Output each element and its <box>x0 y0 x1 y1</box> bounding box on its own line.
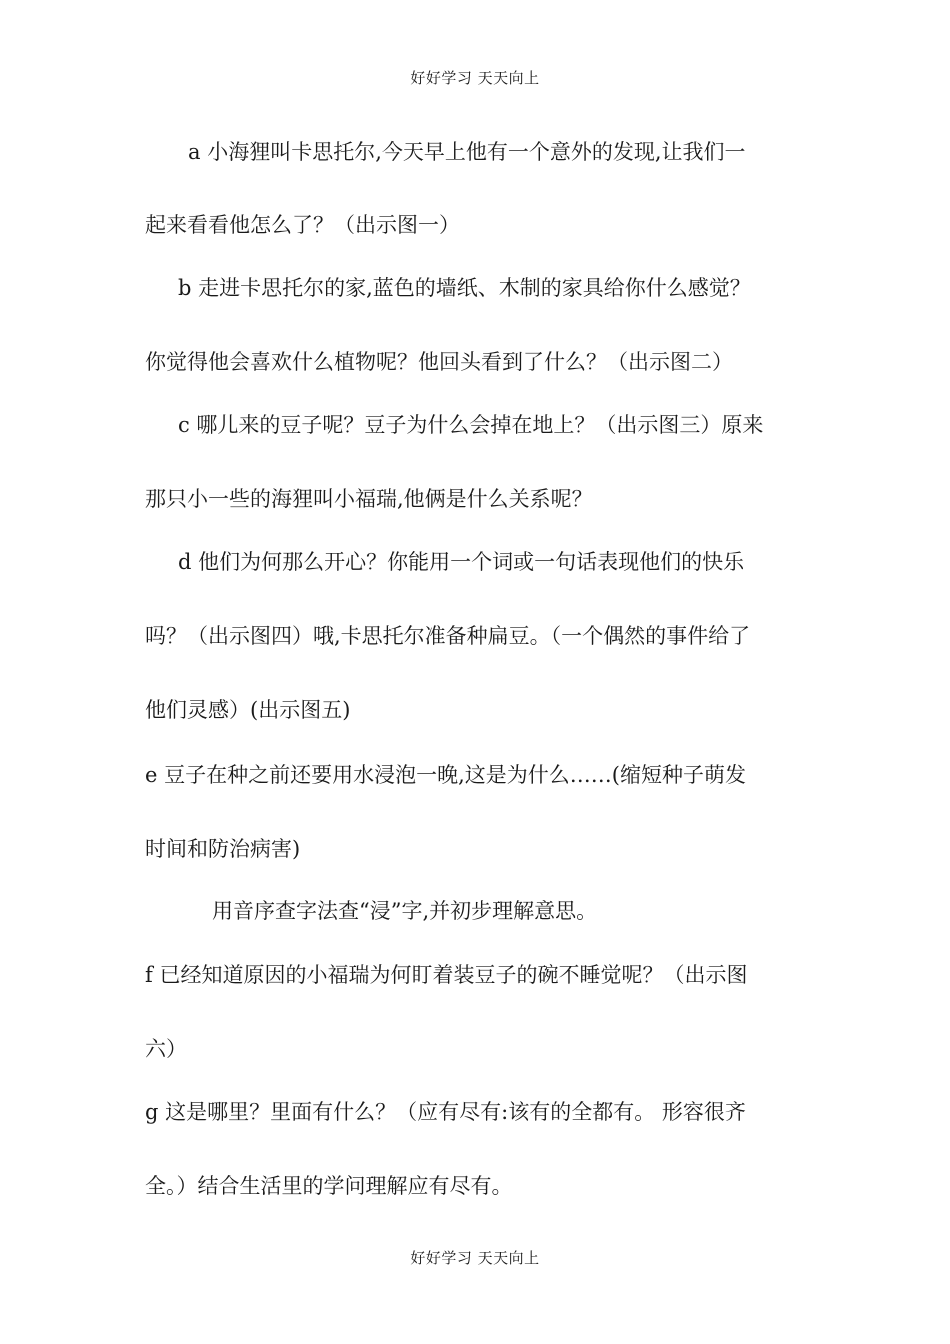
paragraph-line: e 豆子在种之前还要用水浸泡一晚,这是为什么……(缩短种子萌发 <box>145 763 746 787</box>
paragraph-line: 六） <box>145 1037 187 1061</box>
paragraph-line: 吗？（出示图四）哦,卡思托尔准备种扁豆。（一个偶然的事件给了 <box>145 624 751 648</box>
paragraph-line: 那只小一些的海狸叫小福瑞,他俩是什么关系呢？ <box>145 487 593 511</box>
paragraph-line: c 哪儿来的豆子呢？豆子为什么会掉在地上？（出示图三）原来 <box>178 413 764 437</box>
paragraph-line: a 小海狸叫卡思托尔,今天早上他有一个意外的发现,让我们一 <box>188 140 746 164</box>
paragraph-line: 你觉得他会喜欢什么植物呢？他回头看到了什么？（出示图二） <box>145 350 733 374</box>
paragraph-line: d 他们为何那么开心？你能用一个词或一句话表现他们的快乐 <box>178 550 745 574</box>
paragraph-line: b 走进卡思托尔的家,蓝色的墙纸、木制的家具给你什么感觉？ <box>178 276 751 300</box>
paragraph-line: 起来看看他怎么了？（出示图一） <box>145 213 460 237</box>
paragraph-line: g 这是哪里？里面有什么？（应有尽有:该有的全都有。 形容很齐 <box>145 1100 746 1124</box>
paragraph-line: 他们灵感）(出示图五) <box>145 698 351 722</box>
page-header: 好好学习 天天向上 <box>410 69 540 87</box>
paragraph-line: f 已经知道原因的小福瑞为何盯着装豆子的碗不睡觉呢？（出示图 <box>145 963 748 987</box>
paragraph-line: 用音序查字法查“浸”字,并初步理解意思。 <box>212 899 598 923</box>
paragraph-line: 时间和防治病害) <box>145 837 301 861</box>
paragraph-line: 全。）结合生活里的学问理解应有尽有。 <box>145 1174 513 1198</box>
page-footer: 好好学习 天天向上 <box>410 1249 540 1267</box>
